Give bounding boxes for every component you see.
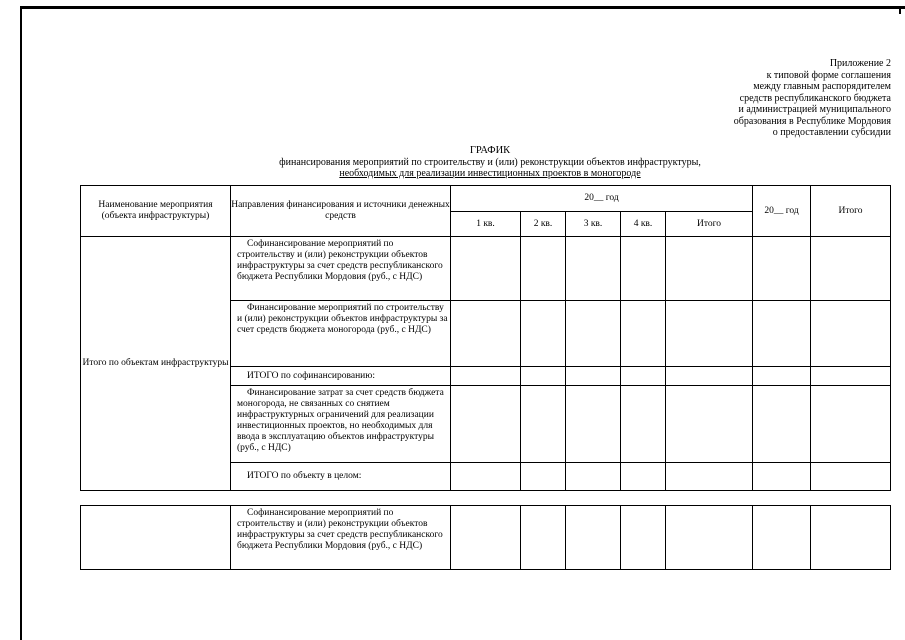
- appendix-line: к типовой форме соглашения: [766, 69, 891, 81]
- value-cell[interactable]: [566, 506, 621, 570]
- value-cell[interactable]: [451, 367, 521, 386]
- entity-cell: Итого по объектам инфраструктуры: [81, 237, 231, 491]
- value-cell[interactable]: [666, 506, 753, 570]
- value-cell[interactable]: [621, 386, 666, 463]
- value-cell[interactable]: [566, 386, 621, 463]
- value-cell[interactable]: [811, 301, 891, 367]
- appendix-line: средств республиканского бюджета: [739, 92, 891, 104]
- header-direction: Направления финансирования и источники денежных средств: [231, 186, 451, 237]
- header-q1: 1 кв.: [451, 212, 521, 237]
- value-cell[interactable]: [566, 237, 621, 301]
- header-grand-total: Итого: [811, 186, 891, 237]
- financing-schedule-table: [80, 185, 891, 491]
- appendix-line: между главным распорядителем: [753, 81, 891, 92]
- title-block: [240, 145, 740, 180]
- document-title: ГРАФИК: [469, 145, 511, 156]
- value-cell[interactable]: [666, 463, 753, 491]
- row-cofinancing: Софинансирование мероприятий по строительству и (или) реконструкции объектов инфраструктуры за счет средств республиканского бюджета Республики Мордовия (руб., с НДС): [231, 237, 451, 301]
- row-total-object: ИТОГО по объекту в целом:: [231, 463, 451, 491]
- row-total-cofinancing: ИТОГО по софинансированию:: [231, 367, 451, 386]
- row-mono-financing: Финансирование мероприятий по строительству и (или) реконструкции объектов инфраструктуры за счет средств бюджета моногорода (руб., с НДС): [231, 301, 451, 367]
- document-subtitle: финансирования мероприятий по строительству и (или) реконструкции объектов инфраструктуры,: [279, 156, 701, 168]
- value-cell[interactable]: [451, 463, 521, 491]
- header-next-year: 20__ год: [753, 186, 811, 237]
- value-cell[interactable]: [666, 386, 753, 463]
- value-cell[interactable]: [451, 237, 521, 301]
- appendix-line: и администрацией муниципального: [738, 104, 891, 115]
- financing-schedule-table-2: [80, 505, 891, 570]
- header-q4: 4 кв.: [621, 212, 666, 237]
- value-cell[interactable]: [621, 237, 666, 301]
- value-cell[interactable]: [753, 367, 811, 386]
- header-name: Наименование мероприятия (объекта инфраструктуры): [81, 186, 231, 237]
- header-q2: 2 кв.: [521, 212, 566, 237]
- value-cell[interactable]: [521, 386, 566, 463]
- value-cell[interactable]: [451, 386, 521, 463]
- value-cell[interactable]: [811, 367, 891, 386]
- value-cell[interactable]: [521, 463, 566, 491]
- page-top-edge: [22, 6, 905, 9]
- value-cell[interactable]: [621, 463, 666, 491]
- value-cell[interactable]: [811, 237, 891, 301]
- header-q3: 3 кв.: [566, 212, 621, 237]
- value-cell[interactable]: [753, 386, 811, 463]
- value-cell[interactable]: [521, 506, 566, 570]
- row-cofinancing-2: Софинансирование мероприятий по строительству и (или) реконструкции объектов инфраструктуры за счет средств республиканского бюджета Республики Мордовия (руб., с НДС): [231, 506, 451, 570]
- appendix-line: образования в Республике Мордовия: [733, 115, 891, 127]
- value-cell[interactable]: [666, 367, 753, 386]
- value-cell[interactable]: [521, 237, 566, 301]
- value-cell[interactable]: [621, 506, 666, 570]
- value-cell[interactable]: [451, 506, 521, 570]
- value-cell[interactable]: [621, 301, 666, 367]
- value-cell[interactable]: [666, 301, 753, 367]
- appendix-line: Приложение 2: [829, 58, 891, 69]
- value-cell[interactable]: [753, 463, 811, 491]
- value-cell[interactable]: [521, 301, 566, 367]
- page-left-edge: [20, 6, 22, 640]
- appendix-line: о предоставлении субсидии: [772, 127, 891, 138]
- value-cell[interactable]: [666, 237, 753, 301]
- value-cell[interactable]: [811, 463, 891, 491]
- value-cell[interactable]: [753, 237, 811, 301]
- value-cell[interactable]: [566, 463, 621, 491]
- entity-cell-2[interactable]: [81, 506, 231, 570]
- value-cell[interactable]: [811, 386, 891, 463]
- header-year-group: 20__ год: [451, 186, 753, 212]
- value-cell[interactable]: [811, 506, 891, 570]
- value-cell[interactable]: [521, 367, 566, 386]
- value-cell[interactable]: [753, 506, 811, 570]
- value-cell[interactable]: [451, 301, 521, 367]
- value-cell[interactable]: [566, 367, 621, 386]
- value-cell[interactable]: [753, 301, 811, 367]
- header-year-total: Итого: [666, 212, 753, 237]
- page-right-edge: [899, 6, 901, 14]
- row-mono-costs: Финансирование затрат за счет средств бюджета моногорода, не связанных со снятием инфраструктурных ограничений для реализации инвестиционных проектов, но необходимых для ввода в эксплуатацию объектов инфраструктуры (руб., с НДС): [231, 386, 451, 463]
- appendix-block: [651, 58, 891, 139]
- document-subtitle-2: необходимых для реализации инвестиционных проектов в моногороде: [339, 168, 641, 179]
- value-cell[interactable]: [566, 301, 621, 367]
- value-cell[interactable]: [621, 367, 666, 386]
